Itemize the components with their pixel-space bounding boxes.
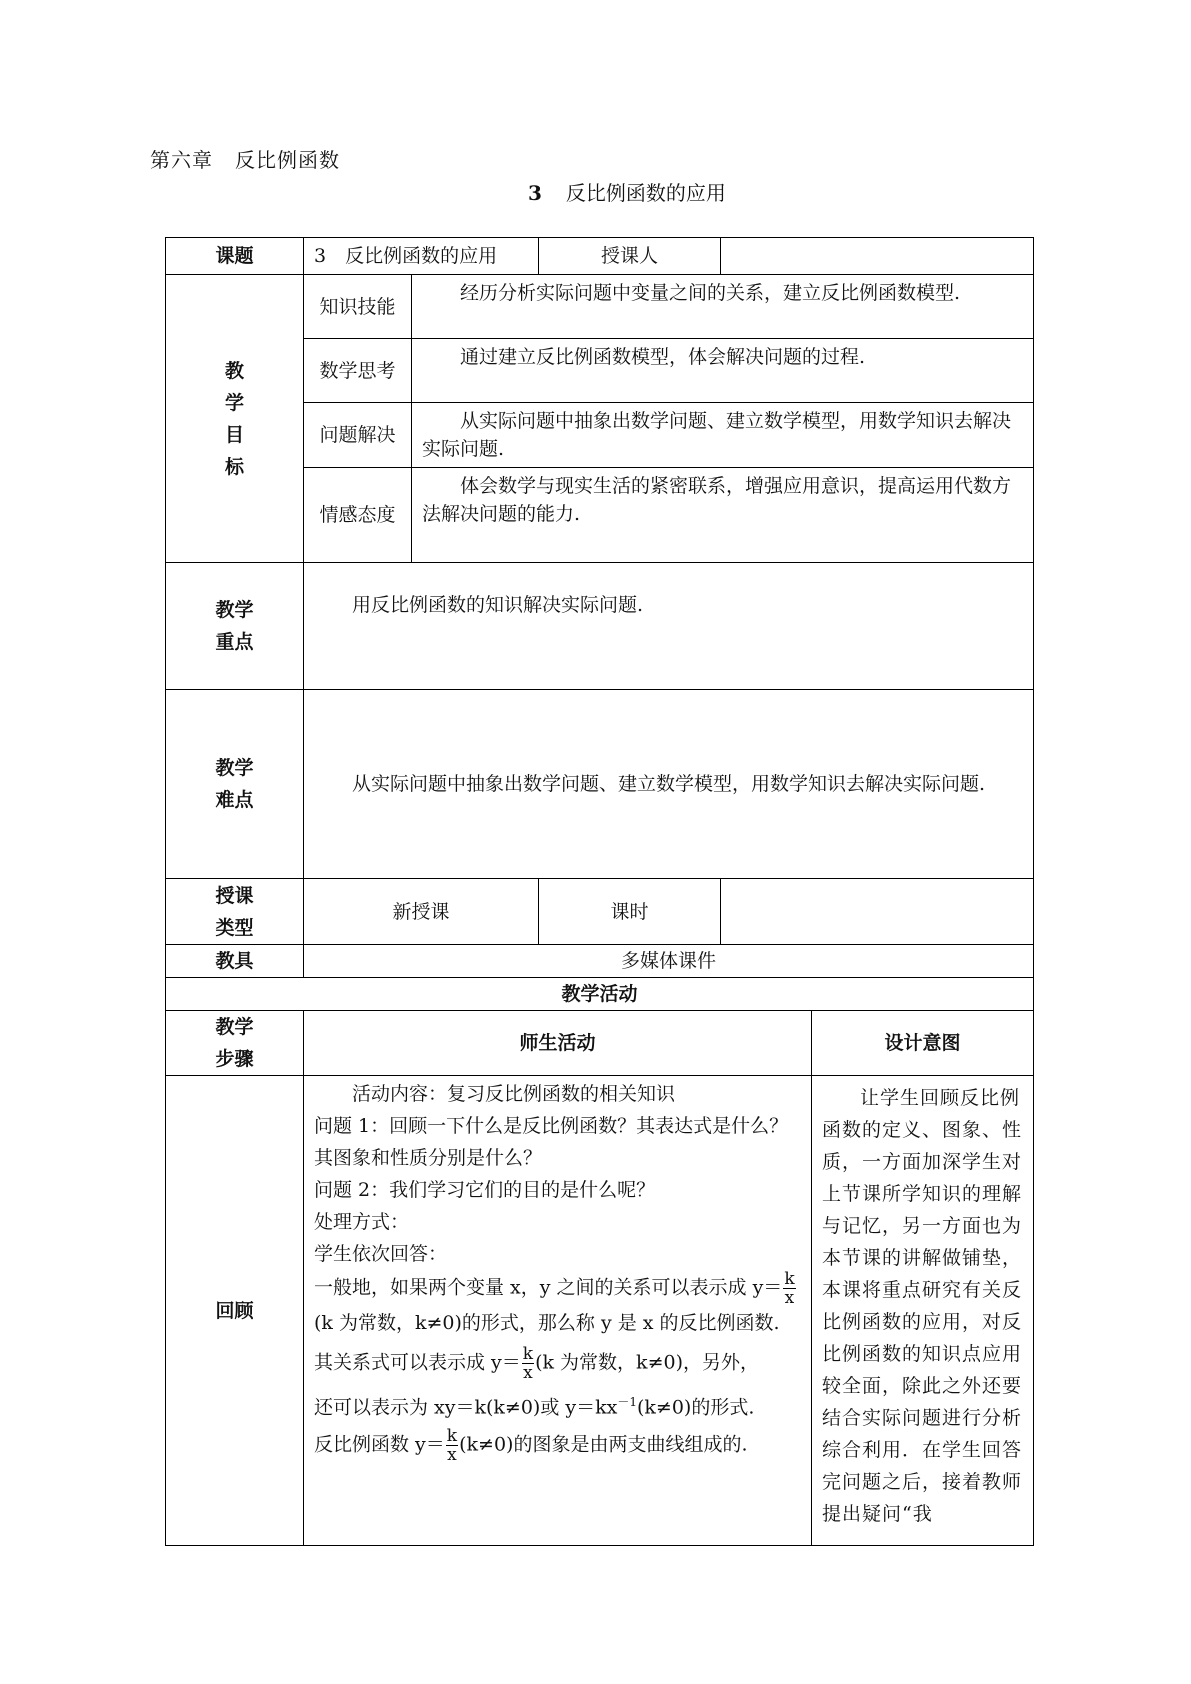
review-activity-content: 活动内容：复习反比例函数的相关知识 [352, 1083, 676, 1105]
review-question-1: 问题 1：回顾一下什么是反比例函数？其表达式是什么？其图象和性质分别是什么？ [314, 1115, 789, 1169]
difficulty-row [166, 690, 1034, 879]
lesson-plan-table [165, 237, 1034, 1546]
tools-value: 多媒体课件 [304, 945, 1034, 978]
difficulty-text: 从实际问题中抽象出数学问题、建立数学模型，用数学知识去解决实际问题. [304, 690, 1034, 879]
topic-value: 3 反比例函数的应用 [304, 238, 539, 275]
key-point-row [166, 563, 1034, 690]
goal-text-problem: 从实际问题中抽象出数学问题、建立数学模型，用数学知识去解决实际问题. [412, 403, 1034, 468]
fraction-k-over-x: $\frac{k}{x}$ [446, 1426, 458, 1466]
topic-label: 课题 [166, 238, 304, 275]
steps-label: 教学 步骤 [166, 1011, 304, 1076]
review-relation: 其关系式可以表示成 y＝ $\frac{k}{x}$ (k 为常数，k≠0)，另外， [314, 1344, 759, 1383]
review-intent: 让学生回顾反比例函数的定义、图象、性质，一方面加深学生对上节课所学知识的理解与记忆，另一方面也为本节课的讲解做铺垫，本课将重点研究有关反比例函数的应用，对反比例函数的知识点应用较全面，除此之外还要结合实际问题进行分析综合利用．在学生回答完问题之后，接着教师提出疑问“我 [812, 1076, 1034, 1546]
goal-row-knowledge [166, 275, 1034, 339]
lesson-type-label: 授课 类型 [166, 879, 304, 945]
review-graph: 反比例函数 y＝ $\frac{k}{x}$ (k≠0)的图象是由两支曲线组成的. [314, 1426, 748, 1466]
goals-label: 教 学 目 标 [166, 275, 304, 563]
teacher-label: 授课人 [539, 238, 721, 275]
lesson-title [528, 177, 726, 206]
review-relation-alt: 还可以表示为 xy＝k(k≠0)或 $y=kx^{-1}(k\ne 0)$的形式. [314, 1395, 755, 1419]
activities-header-row [166, 978, 1034, 1011]
key-point-label: 教学 重点 [166, 563, 304, 690]
goal-label-thinking: 数学思考 [304, 339, 412, 403]
review-answer: 学生依次回答： [314, 1243, 448, 1265]
review-label: 回顾 [166, 1076, 304, 1546]
difficulty-label: 教学 难点 [166, 690, 304, 879]
review-definition: 一般地，如果两个变量 x，y 之间的关系可以表示成 y＝ $\frac{k}{x}$ (k 为常数，k≠0)的形式，那么称 y 是 x 的反比例函数. [314, 1269, 795, 1334]
goal-text-attitude: 体会数学与现实生活的紧密联系，增强应用意识，提高运用代数方法解决问题的能力. [412, 468, 1034, 563]
tools-label: 教具 [166, 945, 304, 978]
fraction-k-over-x: $\frac{k}{x}$ [522, 1344, 534, 1383]
review-method: 处理方式： [314, 1211, 410, 1233]
chapter-number: 第六章 [150, 148, 213, 172]
intent-header: 设计意图 [812, 1011, 1034, 1076]
goal-label-problem: 问题解决 [304, 403, 412, 468]
activities-label: 教学活动 [166, 978, 1034, 1011]
lesson-type-value: 新授课 [304, 879, 539, 945]
topic-row [166, 238, 1034, 275]
goal-text-knowledge: 经历分析实际问题中变量之间的关系，建立反比例函数模型. [412, 275, 1034, 339]
review-question-2: 问题 2：我们学习它们的目的是什么呢？ [314, 1179, 656, 1201]
review-row [166, 1076, 1034, 1546]
lesson-name: 反比例函数的应用 [565, 181, 726, 205]
key-point-text: 用反比例函数的知识解决实际问题. [304, 563, 1034, 690]
tools-row [166, 945, 1034, 978]
class-hours-value [721, 879, 1034, 945]
activity-columns-row [166, 1011, 1034, 1076]
review-activity-cell [304, 1076, 812, 1546]
fraction-k-over-x: $\frac{k}{x}$ [784, 1269, 795, 1308]
goal-label-knowledge: 知识技能 [304, 275, 412, 339]
lesson-type-row [166, 879, 1034, 945]
lesson-number: 3 [528, 181, 542, 205]
goal-label-attitude: 情感态度 [304, 468, 412, 563]
goal-text-thinking: 通过建立反比例函数模型，体会解决问题的过程. [412, 339, 1034, 403]
activity-header: 师生活动 [304, 1011, 812, 1076]
chapter-heading [150, 144, 340, 173]
class-hours-label: 课时 [539, 879, 721, 945]
teacher-value [721, 238, 1034, 275]
chapter-name: 反比例函数 [235, 148, 340, 172]
